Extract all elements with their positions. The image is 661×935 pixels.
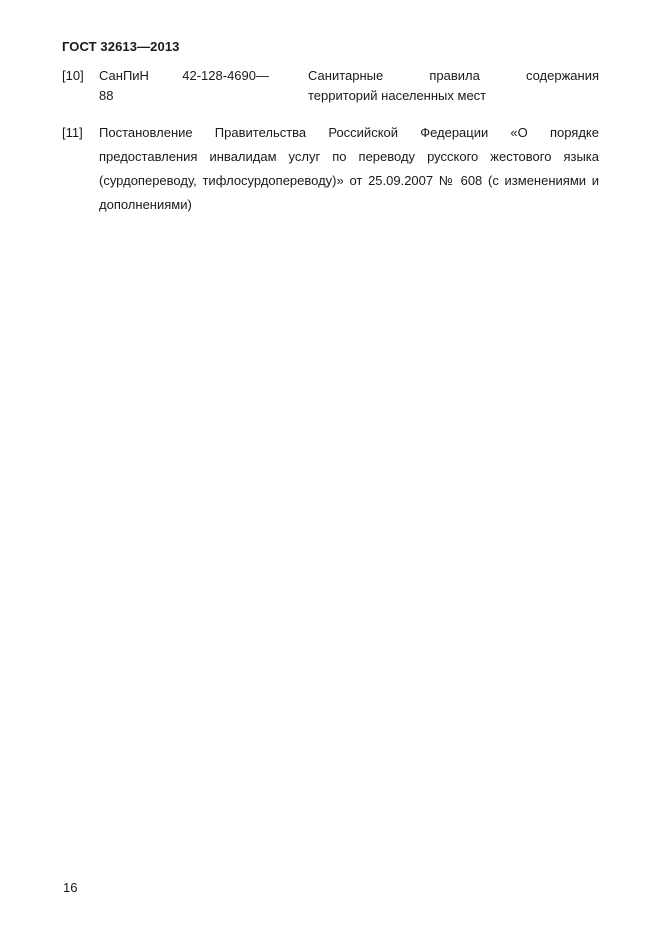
reference-code: СанПиН 42-128-4690— (99, 68, 269, 83)
reference-item (62, 121, 600, 221)
reference-item (62, 66, 600, 110)
document-header: ГОСТ 32613—2013 (62, 39, 180, 54)
reference-title: Санитарные правила содержания (308, 68, 599, 83)
reference-number: [10] (62, 68, 84, 83)
reference-text: Постановление Правительства Российской Федерации «О порядке предоставления инвалидам услуг по переводу русского жестового языка (сурдопереводу, тифлосурдопереводу)» от 25.09.2007 № 608 (с изменениями и дополнениями) (99, 125, 599, 212)
reference-code-continuation: 88 (99, 88, 114, 103)
reference-title-continuation: территорий населенных мест (308, 88, 487, 103)
page-number: 16 (63, 880, 78, 895)
reference-number: [11] (62, 125, 83, 140)
